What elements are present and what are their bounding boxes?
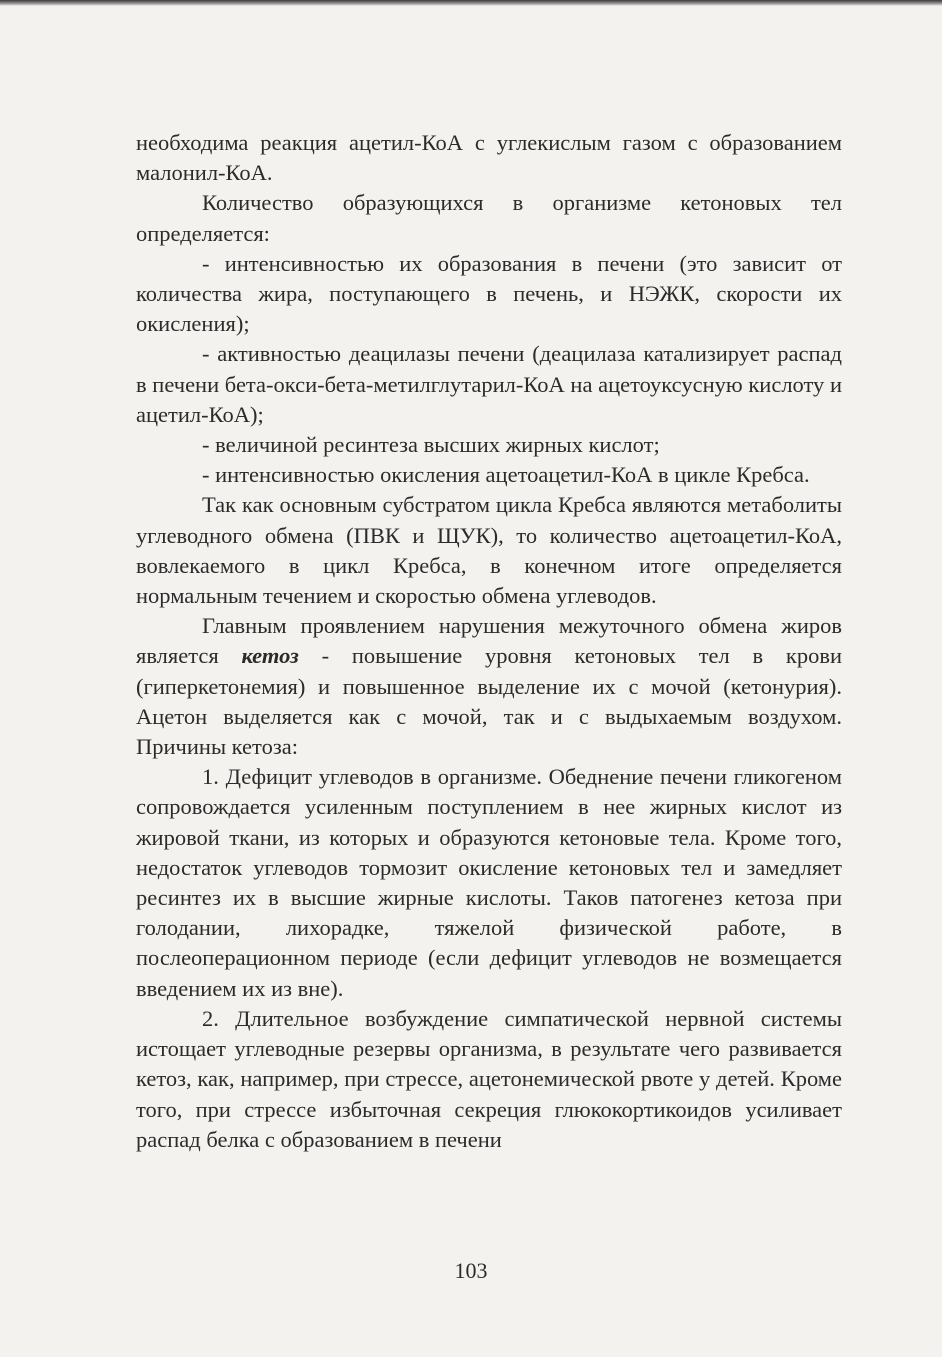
list-item-oxidation: - интенсивностью окисления ацетоацетил-КоА в цикле Кребса. (202, 462, 810, 488)
list-item-resynthesis: - величиной ресинтеза высших жирных кислот; (202, 432, 660, 458)
paragraph-ketosis (136, 611, 842, 762)
cause-sympathetic-excitation: 2. Длительное возбуждение симпатической нервной системы истощает углеводные резервы организма, в результате чего развивается кетоз, как, например, при стрессе, ацетонемической рвоте у детей. Кроме того, при стрессе избыточная секреция глюкокортикоидов усиливает распад белка с образованием в печени (136, 1005, 842, 1152)
ketosis-text-after: - повышение уровня кетоновых тел в крови (гиперкетонемия) и повышенное выделение их с мочой (кетонурия). Ацетон выделяется как с мочой, так и с выдыхаемым воздухом. Причины кетоза: (136, 643, 842, 760)
paragraph-krebs-substrate: Так как основным субстратом цикла Кребса являются метаболиты углеводного обмена (ПВК и ЩУК), то количество ацетоацетил-КоА, вовлекаемого в цикл Кребса, в конечном итоге определяется нормальным течением и скоростью обмена углеводов. (136, 492, 842, 609)
paragraph-ketone-amount: Количество образующихся в организме кетоновых тел определяется: (136, 190, 842, 246)
paragraph-continuation: необходима реакция ацетил-КоА с углекислым газом с образованием малонил-КоА. (136, 130, 842, 186)
scan-top-edge (0, 0, 942, 6)
page-number: 103 (454, 1258, 488, 1283)
ketosis-text-before: Главным проявлением нарушения межуточного обмена жиров является (136, 613, 842, 669)
page-body (136, 128, 842, 1155)
ketosis-term: кетоз (241, 643, 299, 669)
list-item-deacylase: - активностью деацилазы печени (деацилаза катализирует распад в печени бета-окси-бета-метилглутарил-КоА на ацетоуксусную кислоту и ацетил-КоА); (136, 341, 842, 427)
cause-carbohydrate-deficit: 1. Дефицит углеводов в организме. Обеднение печени гликогеном сопровождается усиленным поступлением в нее жирных кислот из жировой ткани, из которых и образуются кетоновые тела. Кроме того, недостаток углеводов тормозит окисление кетоновых тел и замедляет ресинтез их в высшие жирные кислоты. Таков патогенез кетоза при голодании, лихорадке, тяжелой физической работе, в послеоперационном периоде (если дефицит углеводов не возмещается введением их из вне). (136, 764, 842, 1001)
list-item-formation: - интенсивностью их образования в печени (это зависит от количества жира, поступающего в печень, и НЭЖК, скорости их окисления); (136, 250, 842, 337)
